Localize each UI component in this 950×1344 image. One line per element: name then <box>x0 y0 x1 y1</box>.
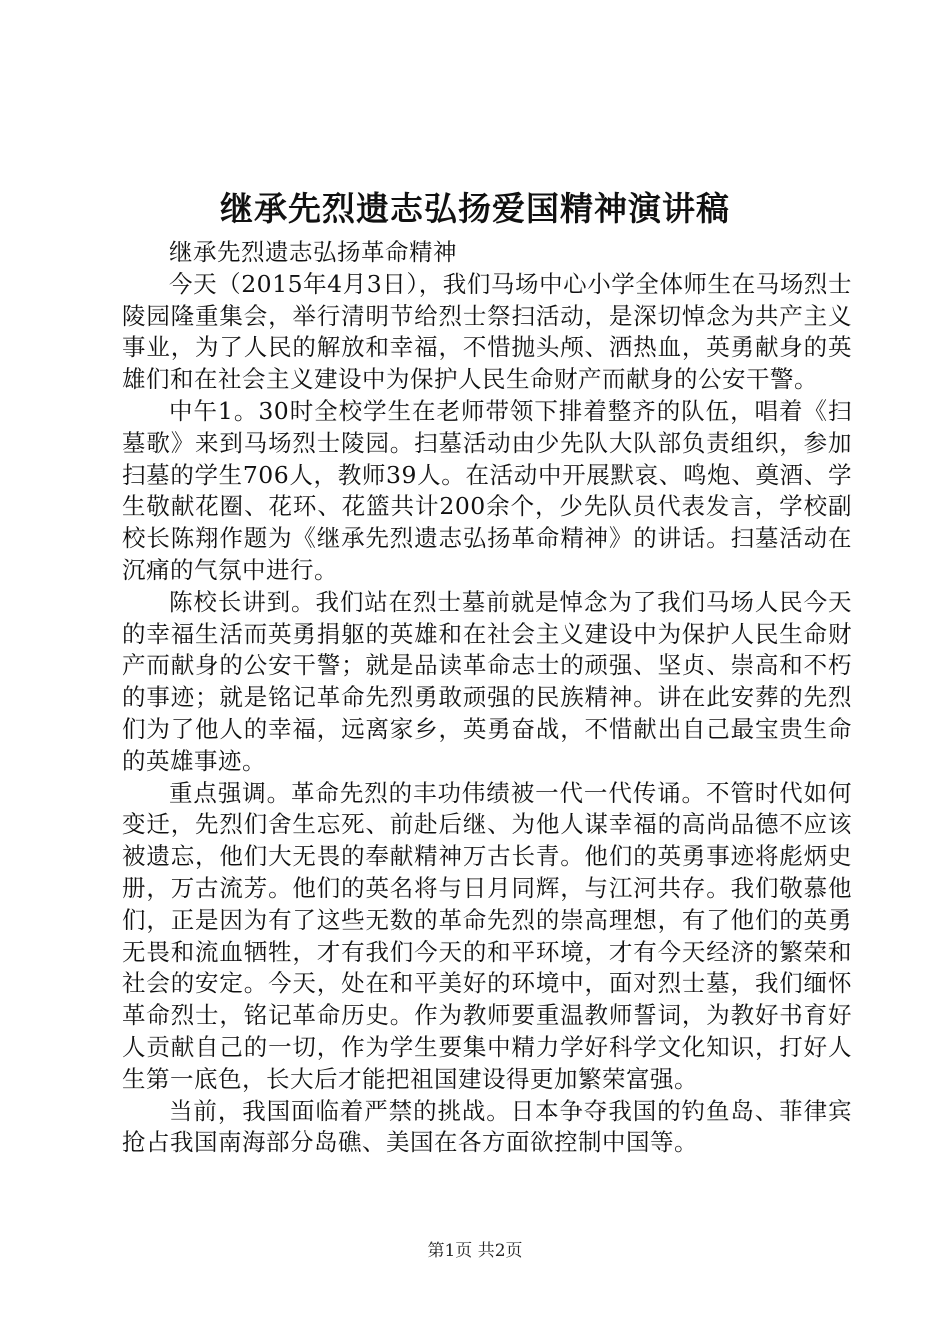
body-paragraph: 陈校长讲到。我们站在烈士墓前就是悼念为了我们马场人民今天的幸福生活而英勇捐躯的英雄和在社会主义建设中为保护人民生命财产而献身的公安干警；就是品读革命志士的顽强、坚贞、崇高和不朽的事迹；就是铭记革命先烈勇敢顽强的民族精神。讲在此安葬的先烈们为了他人的幸福，远离家乡，英勇奋战，不惜献出自己最宝贵生命的英雄事迹。 <box>122 587 852 775</box>
body-paragraph: 今天（2015年4月3日），我们马场中心小学全体师生在马场烈士陵园隆重集会，举行清明节给烈士祭扫活动，是深切悼念为共产主义事业，为了人民的解放和幸福，不惜抛头颅、洒热血，英勇献身的英雄们和在社会主义建设中为保护人民生命财产而献身的公安干警。 <box>122 269 852 394</box>
body-paragraph: 当前，我国面临着严禁的挑战。日本争夺我国的钓鱼岛、菲律宾抢占我国南海部分岛礁、美国在各方面欲控制中国等。 <box>122 1096 852 1157</box>
body-paragraph: 中午1。30时全校学生在老师带领下排着整齐的队伍，唱着《扫墓歌》来到马场烈士陵园。扫墓活动由少先队大队部负责组织，参加扫墓的学生706人，教师39人。在活动中开展默哀、鸣炮、奠酒、学生敬献花圈、花环、花篮共计200余个，少先队员代表发言，学校副校长陈翔作题为《继承先烈遗志弘扬革命精神》的讲话。扫墓活动在沉痛的气氛中进行。 <box>122 396 852 584</box>
subtitle-paragraph: 继承先烈遗志弘扬革命精神 <box>169 238 457 266</box>
page-footer: 第1页 共2页 <box>427 1241 523 1261</box>
document-title: 继承先烈遗志弘扬爱国精神演讲稿 <box>220 189 730 228</box>
body-paragraph: 重点强调。革命先烈的丰功伟绩被一代一代传诵。不管时代如何变迁，先烈们舍生忘死、前赴后继、为他人谋幸福的高尚品德不应该被遗忘，他们大无畏的奉献精神万古长青。他们的英勇事迹将彪炳史册，万古流芳。他们的英名将与日月同辉，与江河共存。我们敬慕他们，正是因为有了这些无数的革命先烈的崇高理想，有了他们的英勇无畏和流血牺牲，才有我们今天的和平环境，才有今天经济的繁荣和社会的安定。今天，处在和平美好的环境中，面对烈士墓，我们缅怀革命烈士，铭记革命历史。作为教师要重温教师誓词，为教好书育好人贡献自己的一切，作为学生要集中精力学好科学文化知识，打好人生第一底色，长大后才能把祖国建设得更加繁荣富强。 <box>122 778 852 1093</box>
document-body <box>122 237 852 1159</box>
